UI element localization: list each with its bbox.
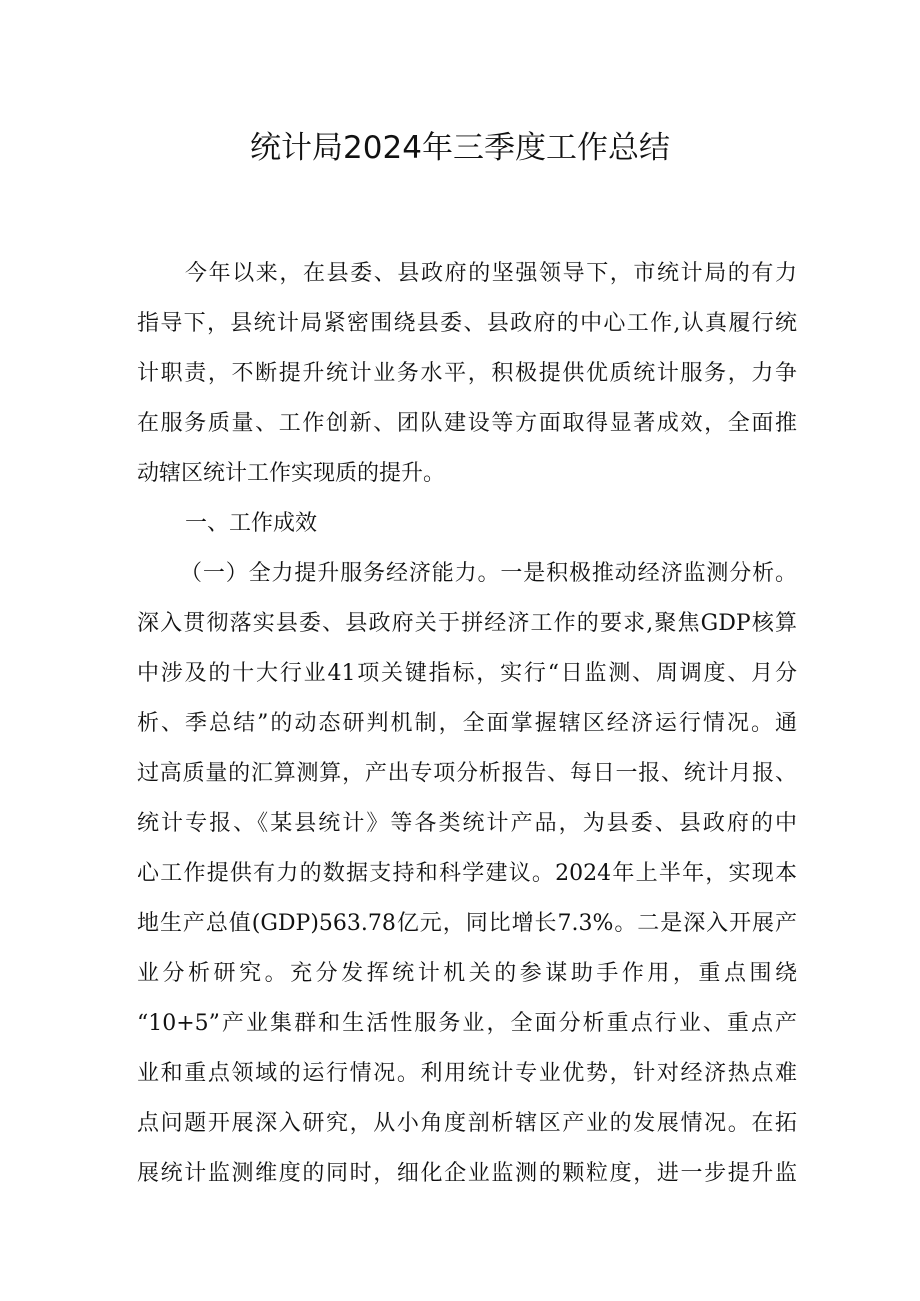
paragraph-line-6: （一）全力提升服务经济能力。一是积极推动经济监测分析。 <box>180 561 797 586</box>
paragraph-line-9: 析、季总结”的动态研判机制，全面掌握辖区经济运行情况。通 <box>137 711 797 736</box>
paragraph-line-4: 在服务质量、工作创新、团队建设等方面取得显著成效，全面推 <box>137 411 797 436</box>
paragraph-line-1: 今年以来，在县委、县政府的坚强领导下，市统计局的有力 <box>185 261 797 286</box>
paragraph-line-10: 过高质量的汇算测算，产出专项分析报告、每日一报、统计月报、 <box>137 761 797 786</box>
paragraph-line-15: “10+5”产业集群和生活性服务业，全面分析重点行业、重点产 <box>137 1011 797 1036</box>
paragraph-line-11: 统计专报、《某县统计》等各类统计产品，为县委、县政府的中 <box>137 811 797 836</box>
paragraph-line-3: 计职责，不断提升统计业务水平，积极提供优质统计服务，力争 <box>137 361 797 386</box>
paragraph-line-7: 深入贯彻落实县委、县政府关于拼经济工作的要求,聚焦GDP核算 <box>137 611 797 636</box>
section-heading: 一、工作成效 <box>185 511 318 536</box>
paragraph-line-12: 心工作提供有力的数据支持和科学建议。2024年上半年，实现本 <box>137 861 797 886</box>
paragraph-line-5: 动辖区统计工作实现质的提升。 <box>137 461 446 486</box>
paragraph-line-13: 地生产总值(GDP)563.78亿元，同比增长7.3%。二是深入开展产 <box>137 911 797 936</box>
paragraph-line-17: 点问题开展深入研究，从小角度剖析辖区产业的发展情况。在拓 <box>137 1111 797 1136</box>
paragraph-line-8: 中涉及的十大行业41项关键指标，实行“日监测、周调度、月分 <box>137 661 797 686</box>
paragraph-line-16: 业和重点领域的运行情况。利用统计专业优势，针对经济热点难 <box>137 1061 797 1086</box>
paragraph-line-2: 指导下，县统计局紧密围绕县委、县政府的中心工作,认真履行统 <box>137 311 797 336</box>
paragraph-line-14: 业分析研究。充分发挥统计机关的参谋助手作用，重点围绕 <box>137 961 797 986</box>
paragraph-line-18: 展统计监测维度的同时，细化企业监测的颗粒度，进一步提升监 <box>137 1161 797 1186</box>
document-title: 统计局2024年三季度工作总结 <box>250 130 670 166</box>
